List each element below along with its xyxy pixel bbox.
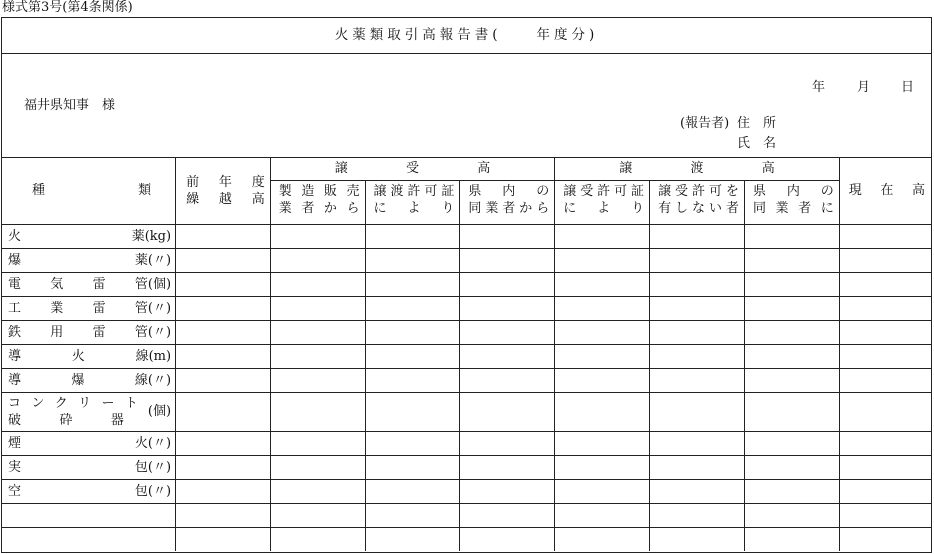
- data-cell[interactable]: [839, 431, 931, 455]
- data-cell[interactable]: [839, 344, 931, 368]
- data-cell[interactable]: [176, 344, 271, 368]
- data-cell[interactable]: [650, 503, 745, 527]
- received-sub-header-1: [270, 180, 365, 224]
- item-type-cell: [2, 344, 176, 368]
- data-cell[interactable]: [744, 503, 839, 527]
- data-cell[interactable]: [270, 344, 365, 368]
- data-cell[interactable]: [176, 368, 271, 392]
- data-cell[interactable]: [365, 455, 460, 479]
- table-row: [2, 224, 931, 248]
- data-cell[interactable]: [176, 527, 271, 551]
- data-cell[interactable]: [365, 296, 460, 320]
- data-cell[interactable]: [460, 368, 555, 392]
- item-type-cell: [2, 392, 176, 431]
- data-cell[interactable]: [650, 224, 745, 248]
- report-form: [1, 17, 932, 553]
- table-row: [2, 272, 931, 296]
- transferred-sub-line1: 譲 受 許 可 証: [563, 183, 645, 199]
- data-cell[interactable]: [839, 296, 931, 320]
- data-cell[interactable]: [365, 368, 460, 392]
- data-cell[interactable]: [839, 455, 931, 479]
- addressee: 福井県知事 様: [24, 98, 116, 113]
- data-cell[interactable]: [176, 272, 271, 296]
- data-cell[interactable]: [460, 248, 555, 272]
- data-cell[interactable]: [176, 479, 271, 503]
- data-cell[interactable]: [744, 455, 839, 479]
- data-cell[interactable]: [365, 527, 460, 551]
- data-cell[interactable]: [650, 392, 745, 431]
- data-cell[interactable]: [555, 224, 650, 248]
- item-type-cell: [2, 272, 176, 296]
- data-cell[interactable]: [650, 272, 745, 296]
- data-cell[interactable]: [365, 503, 460, 527]
- table-row: [2, 503, 931, 527]
- reporter-name-label: 氏 名: [737, 136, 777, 151]
- table-row: [2, 431, 931, 455]
- item-type-cell: [2, 368, 176, 392]
- data-cell[interactable]: [270, 431, 365, 455]
- data-cell[interactable]: [650, 320, 745, 344]
- item-type-cell: [2, 527, 176, 551]
- item-name: 爆 薬(〃): [8, 252, 172, 268]
- item-unit: (個): [147, 404, 172, 419]
- data-cell[interactable]: [555, 455, 650, 479]
- data-cell[interactable]: [744, 272, 839, 296]
- data-cell[interactable]: [555, 320, 650, 344]
- data-cell[interactable]: [176, 248, 271, 272]
- data-cell[interactable]: [555, 392, 650, 431]
- data-cell[interactable]: [270, 392, 365, 431]
- transferred-sub-line1: 県 内 の: [752, 183, 834, 199]
- column-group-received: [270, 158, 554, 180]
- data-cell[interactable]: [650, 527, 745, 551]
- item-type-cell: [2, 431, 176, 455]
- transferred-sub-line2: に よ り: [563, 200, 645, 216]
- form-title: 火薬類取引高報告書( 年度分): [2, 18, 931, 54]
- item-name: 電 気 雷 管(個): [8, 276, 172, 292]
- transferred-sub-header-1: [555, 180, 650, 224]
- data-cell[interactable]: [176, 392, 271, 431]
- item-name: 空 包(〃): [8, 483, 172, 499]
- transferred-sub-header-3: [744, 180, 839, 224]
- received-sub-line2: に よ り: [373, 200, 455, 216]
- table-row: [2, 320, 931, 344]
- data-cell[interactable]: [365, 320, 460, 344]
- item-name-line2: 破 砕 器: [8, 412, 124, 428]
- data-cell[interactable]: [270, 527, 365, 551]
- data-cell[interactable]: [555, 344, 650, 368]
- data-cell[interactable]: [365, 344, 460, 368]
- item-type-cell: [2, 248, 176, 272]
- data-cell[interactable]: [460, 431, 555, 455]
- data-cell[interactable]: [176, 455, 271, 479]
- data-cell[interactable]: [839, 320, 931, 344]
- data-cell[interactable]: [270, 248, 365, 272]
- carryover-line1: 前 年 度: [186, 174, 265, 190]
- data-cell[interactable]: [460, 296, 555, 320]
- item-name: 導 爆 線(〃): [8, 372, 172, 388]
- data-cell[interactable]: [270, 503, 365, 527]
- data-cell[interactable]: [650, 455, 745, 479]
- data-cell[interactable]: [839, 368, 931, 392]
- item-name: 火 薬(kg): [8, 228, 172, 244]
- data-cell[interactable]: [270, 224, 365, 248]
- received-sub-header-3: [460, 180, 555, 224]
- data-cell[interactable]: [176, 431, 271, 455]
- data-cell[interactable]: [365, 479, 460, 503]
- data-cell[interactable]: [555, 479, 650, 503]
- data-cell[interactable]: [744, 527, 839, 551]
- data-cell[interactable]: [460, 272, 555, 296]
- data-cell[interactable]: [650, 344, 745, 368]
- data-cell[interactable]: [460, 224, 555, 248]
- reporter-label: (報告者): [680, 116, 730, 131]
- data-cell[interactable]: [744, 224, 839, 248]
- data-cell[interactable]: [839, 272, 931, 296]
- data-cell[interactable]: [270, 368, 365, 392]
- data-cell[interactable]: [270, 455, 365, 479]
- data-cell[interactable]: [744, 368, 839, 392]
- data-cell[interactable]: [650, 248, 745, 272]
- data-cell[interactable]: [555, 527, 650, 551]
- data-cell[interactable]: [744, 320, 839, 344]
- data-cell[interactable]: [839, 392, 931, 431]
- transferred-sub-line2: 有 し な い 者: [658, 200, 739, 216]
- item-type-cell: [2, 320, 176, 344]
- data-cell[interactable]: [744, 431, 839, 455]
- received-group-label: 譲 受 高: [334, 161, 491, 177]
- data-cell[interactable]: [460, 479, 555, 503]
- table-row: [2, 344, 931, 368]
- item-type-cell: [2, 455, 176, 479]
- data-cell[interactable]: [839, 248, 931, 272]
- data-cell[interactable]: [365, 272, 460, 296]
- table-row: [2, 392, 931, 431]
- data-cell[interactable]: [460, 320, 555, 344]
- table-row: [2, 455, 931, 479]
- data-cell[interactable]: [744, 296, 839, 320]
- table-row: [2, 368, 931, 392]
- data-cell[interactable]: [460, 344, 555, 368]
- column-group-transferred: [555, 158, 839, 180]
- data-cell[interactable]: [460, 392, 555, 431]
- data-cell[interactable]: [555, 248, 650, 272]
- item-name: 工 業 雷 管(〃): [8, 300, 172, 316]
- item-name: 導 火 線(m): [8, 348, 172, 364]
- column-header-type-text: 種 類: [32, 183, 152, 199]
- data-cell[interactable]: [555, 296, 650, 320]
- item-name-line1: コ ン ク リ ー ト: [8, 395, 138, 411]
- table-row: [2, 479, 931, 503]
- item-name: 煙 火(〃): [8, 435, 172, 451]
- received-sub-line2: 同 業 者 か ら: [468, 200, 550, 216]
- data-cell[interactable]: [744, 479, 839, 503]
- data-cell[interactable]: [460, 527, 555, 551]
- data-cell[interactable]: [270, 320, 365, 344]
- column-header-carryover: [176, 158, 271, 224]
- data-cell[interactable]: [839, 479, 931, 503]
- table-row: [2, 296, 931, 320]
- data-cell[interactable]: [176, 296, 271, 320]
- data-cell[interactable]: [460, 503, 555, 527]
- date-month: 月: [857, 80, 871, 95]
- transferred-sub-header-2: [650, 180, 745, 224]
- data-cell[interactable]: [176, 320, 271, 344]
- data-cell[interactable]: [555, 272, 650, 296]
- data-cell[interactable]: [744, 344, 839, 368]
- table-row: [2, 248, 931, 272]
- reporter-address-label: 住 所: [737, 116, 777, 131]
- data-cell[interactable]: [365, 392, 460, 431]
- data-cell[interactable]: [839, 527, 931, 551]
- data-cell[interactable]: [744, 392, 839, 431]
- data-cell[interactable]: [744, 248, 839, 272]
- date-day: 日: [901, 80, 915, 95]
- data-cell[interactable]: [176, 503, 271, 527]
- column-header-type: [2, 158, 176, 224]
- item-type-cell: [2, 224, 176, 248]
- data-cell[interactable]: [650, 296, 745, 320]
- data-cell[interactable]: [460, 455, 555, 479]
- data-cell[interactable]: [270, 272, 365, 296]
- transferred-sub-line2: 同 業 者 に: [752, 200, 834, 216]
- current-label: 現 在 高: [848, 183, 925, 199]
- date-year: 年: [812, 80, 826, 95]
- carryover-line2: 繰 越 高: [186, 191, 265, 207]
- data-cell[interactable]: [176, 224, 271, 248]
- form-number-label: 様式第3号(第4条関係): [2, 0, 133, 15]
- item-type-cell: [2, 503, 176, 527]
- data-cell[interactable]: [555, 431, 650, 455]
- table-row: [2, 527, 931, 551]
- item-type-cell: [2, 296, 176, 320]
- data-cell[interactable]: [650, 368, 745, 392]
- data-cell[interactable]: [365, 431, 460, 455]
- data-cell[interactable]: [839, 503, 931, 527]
- data-cell[interactable]: [650, 479, 745, 503]
- transferred-sub-line1: 譲 受 許 可 を: [658, 183, 739, 199]
- header-area: [2, 54, 931, 158]
- column-header-current: [839, 158, 931, 224]
- data-cell[interactable]: [365, 248, 460, 272]
- transferred-group-label: 譲 渡 高: [619, 161, 775, 177]
- data-cell[interactable]: [839, 224, 931, 248]
- data-cell[interactable]: [555, 368, 650, 392]
- received-sub-line2: 業 者 か ら: [278, 200, 360, 216]
- data-cell[interactable]: [555, 503, 650, 527]
- received-sub-line1: 製 造 販 売: [278, 183, 360, 199]
- item-name: 実 包(〃): [8, 459, 172, 475]
- data-cell[interactable]: [650, 431, 745, 455]
- received-sub-line1: 譲 渡 許 可 証: [373, 183, 455, 199]
- data-cell[interactable]: [270, 296, 365, 320]
- received-sub-header-2: [365, 180, 460, 224]
- data-cell[interactable]: [365, 224, 460, 248]
- item-name: 鉄 用 雷 管(〃): [8, 324, 172, 340]
- item-type-cell: [2, 479, 176, 503]
- trade-volume-table: [2, 158, 931, 551]
- received-sub-line1: 県 内 の: [468, 183, 550, 199]
- data-cell[interactable]: [270, 479, 365, 503]
